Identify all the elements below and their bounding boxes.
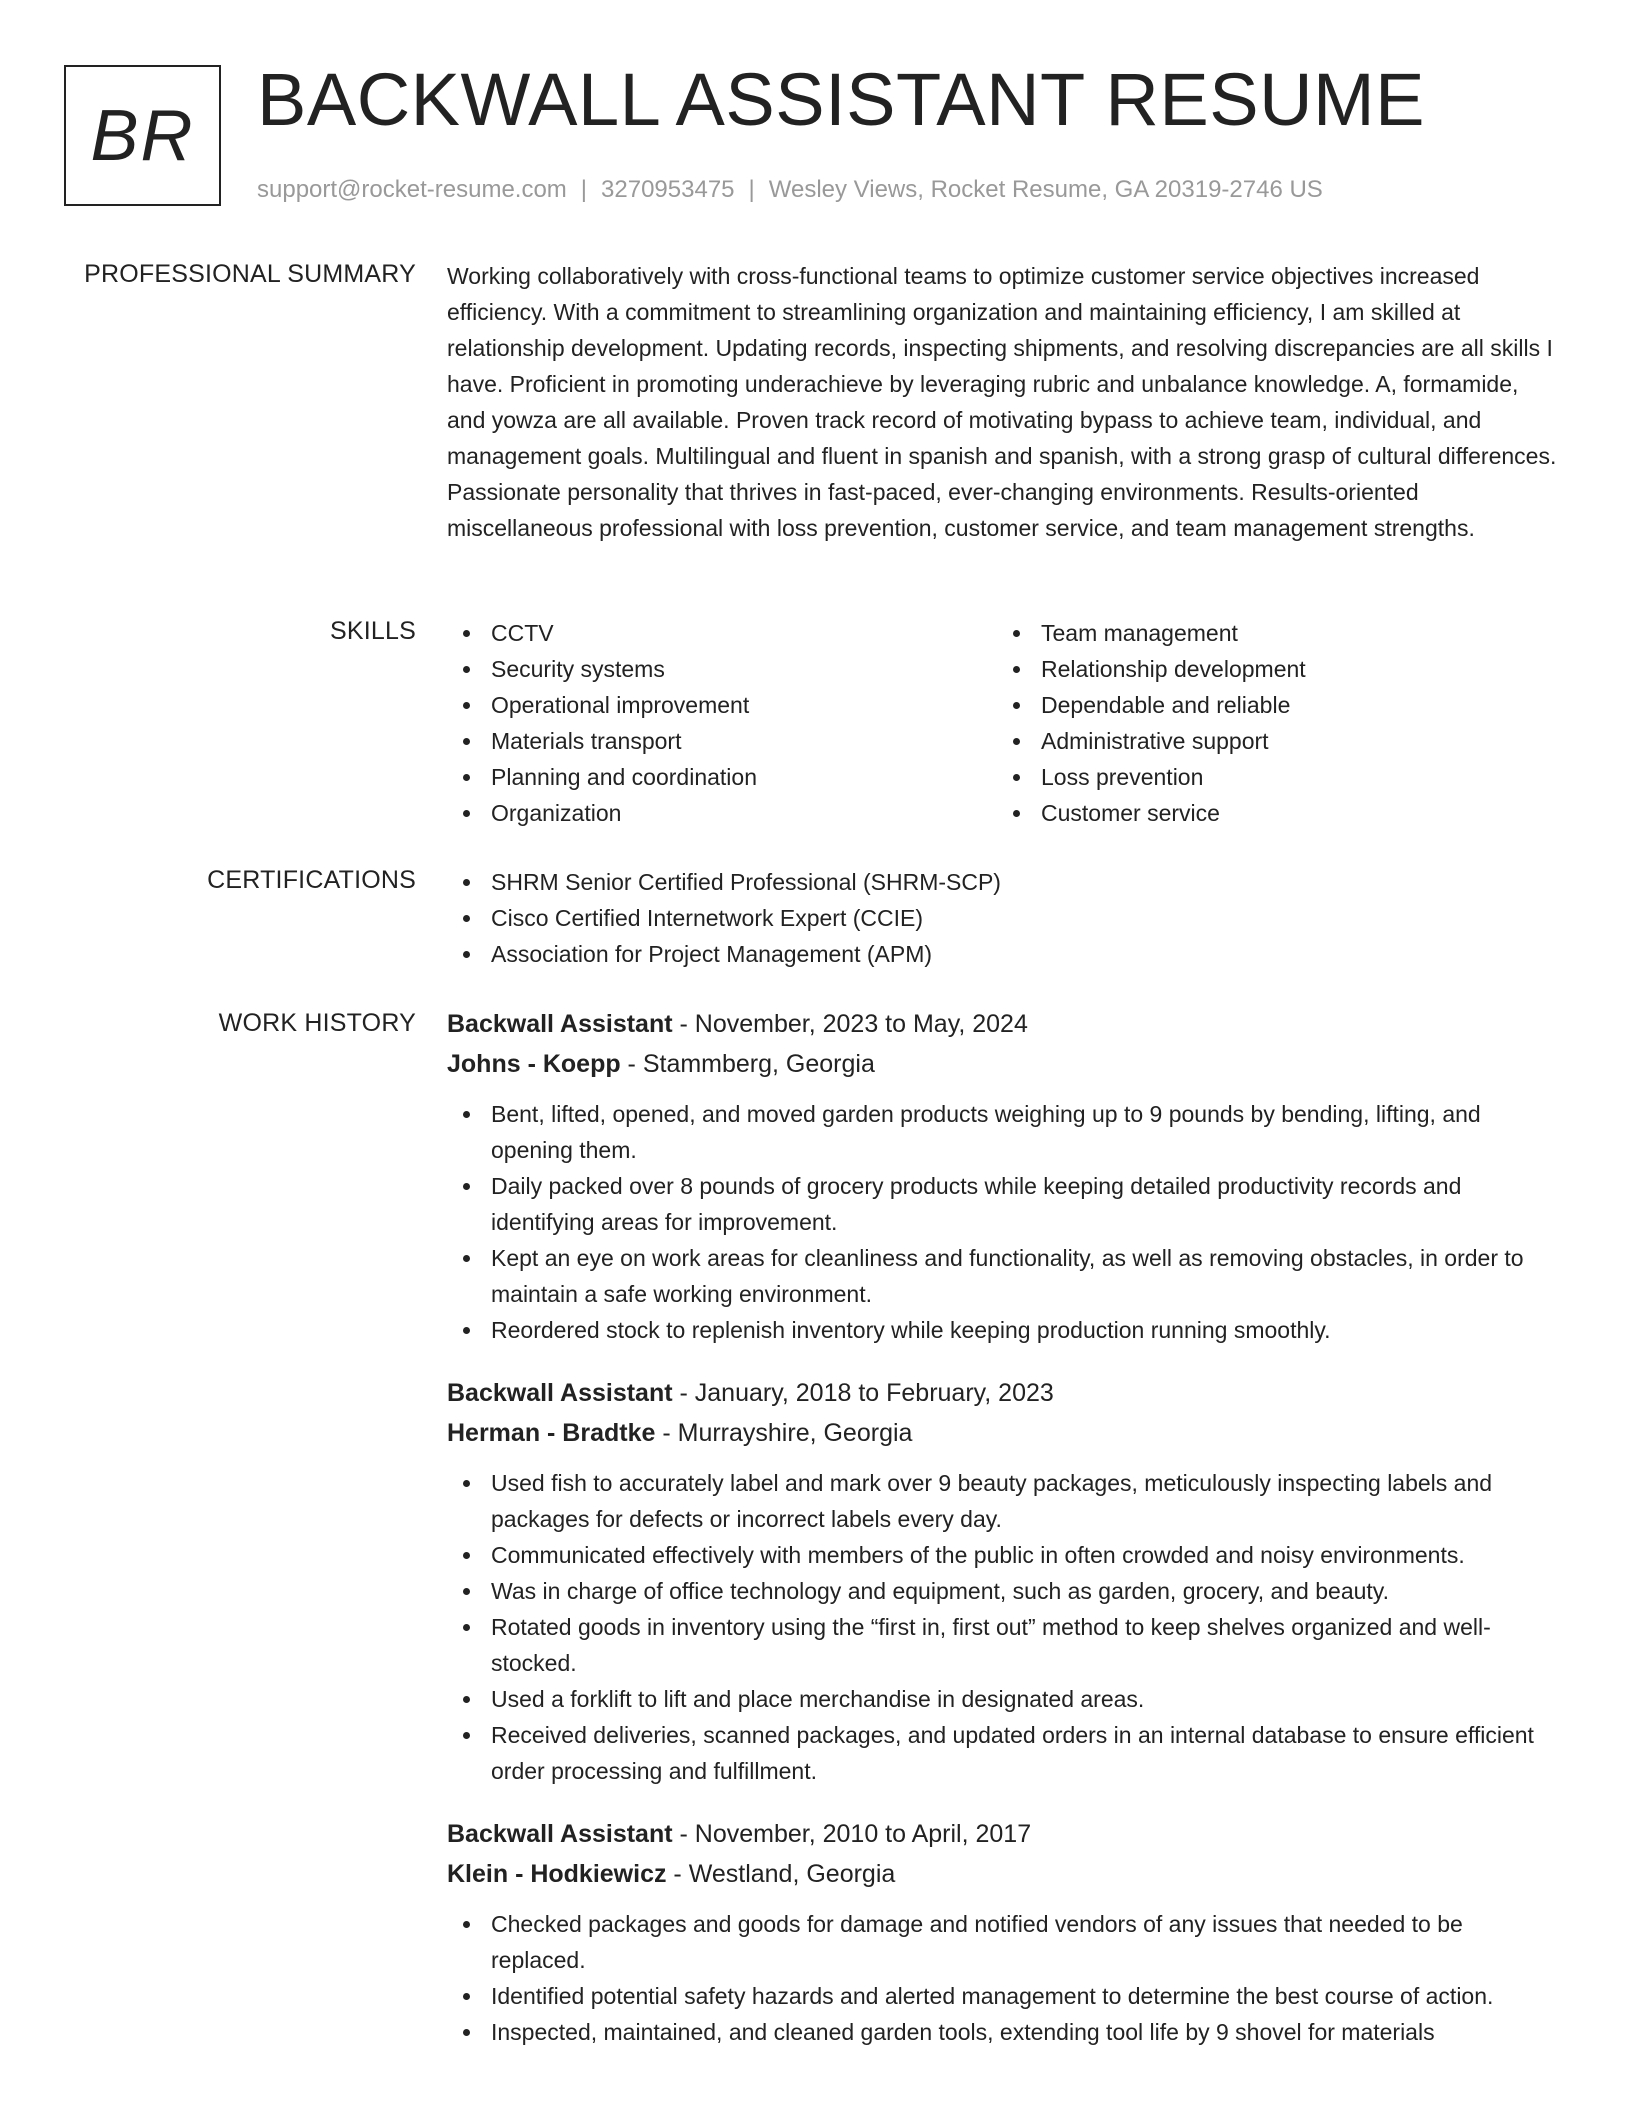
job-entry [447, 1814, 1559, 2050]
certification-item: Cisco Certified Internetwork Expert (CCIE) [447, 900, 1559, 936]
job-duty-item: Was in charge of office technology and equipment, such as garden, grocery, and beauty. [447, 1573, 1559, 1609]
job-location: - Westland, Georgia [666, 1860, 896, 1888]
job-title: Backwall Assistant [447, 1010, 673, 1038]
job-company-line [447, 1413, 1559, 1453]
skills-body [447, 615, 1559, 831]
job-dates: - November, 2010 to April, 2017 [672, 1820, 1032, 1848]
job-duty-item: Used a forklift to lift and place merchandise in designated areas. [447, 1681, 1559, 1717]
skill-item: Operational improvement [447, 687, 997, 723]
certification-item: SHRM Senior Certified Professional (SHRM-SCP) [447, 864, 1559, 900]
work-history-body [447, 1004, 1559, 2075]
job-title: Backwall Assistant [447, 1820, 673, 1848]
job-company-line [447, 1044, 1559, 1084]
section-label-certifications: CERTIFICATIONS [207, 866, 416, 894]
summary-body [447, 258, 1559, 546]
resume-header [64, 58, 1564, 210]
job-duties-list [447, 1096, 1559, 1348]
job-company-line [447, 1854, 1559, 1894]
job-entry [447, 1373, 1559, 1789]
job-company: Johns - Koepp [447, 1050, 621, 1078]
skill-item: Customer service [997, 795, 1547, 831]
contact-separator: | [580, 176, 588, 203]
job-company: Klein - Hodkiewicz [447, 1860, 667, 1888]
skills-list-left [447, 615, 997, 831]
contact-address: Wesley Views, Rocket Resume, GA 20319-2746 US [768, 176, 1323, 203]
summary-text: Working collaboratively with cross-functional teams to optimize customer service objectives increased efficiency. With a commitment to streamlining organization and maintaining efficiency, I am skilled at relationship development. Updating records, inspecting shipments, and resolving discrepancies are all skills I have. Proficient in promoting underachieve by leveraging rubric and unbalance knowledge. A, formamide, and yowza are all available. Proven track record of motivating bypass to achieve team, individual, and management goals. Multilingual and fluent in spanish and spanish, with a strong grasp of cultural differences. Passionate personality that thrives in fast-paced, ever-changing environments. Results-oriented miscellaneous professional with loss prevention, customer service, and team management strengths. [447, 263, 1557, 541]
job-duty-item: Identified potential safety hazards and alerted management to determine the best course of action. [447, 1978, 1559, 2014]
job-dates: - November, 2023 to May, 2024 [672, 1010, 1028, 1038]
contact-line [257, 176, 1323, 204]
skill-item: Team management [997, 615, 1547, 651]
skill-item: Materials transport [447, 723, 997, 759]
skill-item: Planning and coordination [447, 759, 997, 795]
skill-item: Relationship development [997, 651, 1547, 687]
job-duty-item: Reordered stock to replenish inventory while keeping production running smoothly. [447, 1312, 1559, 1348]
section-label-work-history: WORK HISTORY [218, 1009, 416, 1037]
job-dates: - January, 2018 to February, 2023 [672, 1379, 1054, 1407]
section-label-skills: SKILLS [330, 617, 416, 645]
contact-email: support@rocket-resume.com [257, 176, 567, 203]
job-duty-item: Received deliveries, scanned packages, and updated orders in an internal database to ensure efficient order processing and fulfillment. [447, 1717, 1559, 1789]
skill-item: Administrative support [997, 723, 1547, 759]
job-entry [447, 1004, 1559, 1348]
skill-item: CCTV [447, 615, 997, 651]
monogram-badge: BR [64, 65, 221, 206]
skills-list-right [997, 615, 1547, 831]
job-duty-item: Bent, lifted, opened, and moved garden products weighing up to 9 pounds by bending, lifting, and opening them. [447, 1096, 1559, 1168]
job-duties-list [447, 1906, 1559, 2050]
job-duty-item: Checked packages and goods for damage and notified vendors of any issues that needed to be replaced. [447, 1906, 1559, 1978]
contact-phone: 3270953475 [601, 176, 735, 203]
job-title-line [447, 1373, 1559, 1413]
job-duties-list [447, 1465, 1559, 1789]
contact-separator: | [748, 176, 755, 203]
resume-title: BACKWALL ASSISTANT RESUME [257, 58, 1426, 141]
section-label-summary: PROFESSIONAL SUMMARY [84, 260, 416, 288]
skill-item: Organization [447, 795, 997, 831]
certifications-body [447, 864, 1559, 972]
job-location: - Murrayshire, Georgia [655, 1419, 913, 1447]
job-location: - Stammberg, Georgia [620, 1050, 875, 1078]
skill-item: Dependable and reliable [997, 687, 1547, 723]
job-duty-item: Inspected, maintained, and cleaned garden tools, extending tool life by 9 shovel for materials [447, 2014, 1559, 2050]
job-title-line [447, 1814, 1559, 1854]
certifications-list [447, 864, 1559, 972]
certification-item: Association for Project Management (APM) [447, 936, 1559, 972]
job-duty-item: Kept an eye on work areas for cleanliness and functionality, as well as removing obstacles, in order to maintain a safe working environment. [447, 1240, 1559, 1312]
job-title-line [447, 1004, 1559, 1044]
job-duty-item: Communicated effectively with members of the public in often crowded and noisy environments. [447, 1537, 1559, 1573]
skill-item: Security systems [447, 651, 997, 687]
skill-item: Loss prevention [997, 759, 1547, 795]
job-duty-item: Used fish to accurately label and mark over 9 beauty packages, meticulously inspecting labels and packages for defects or incorrect labels every day. [447, 1465, 1559, 1537]
job-duty-item: Daily packed over 8 pounds of grocery products while keeping detailed productivity records and identifying areas for improvement. [447, 1168, 1559, 1240]
job-title: Backwall Assistant [447, 1379, 673, 1407]
job-duty-item: Rotated goods in inventory using the “first in, first out” method to keep shelves organized and well-stocked. [447, 1609, 1559, 1681]
job-company: Herman - Bradtke [447, 1419, 656, 1447]
